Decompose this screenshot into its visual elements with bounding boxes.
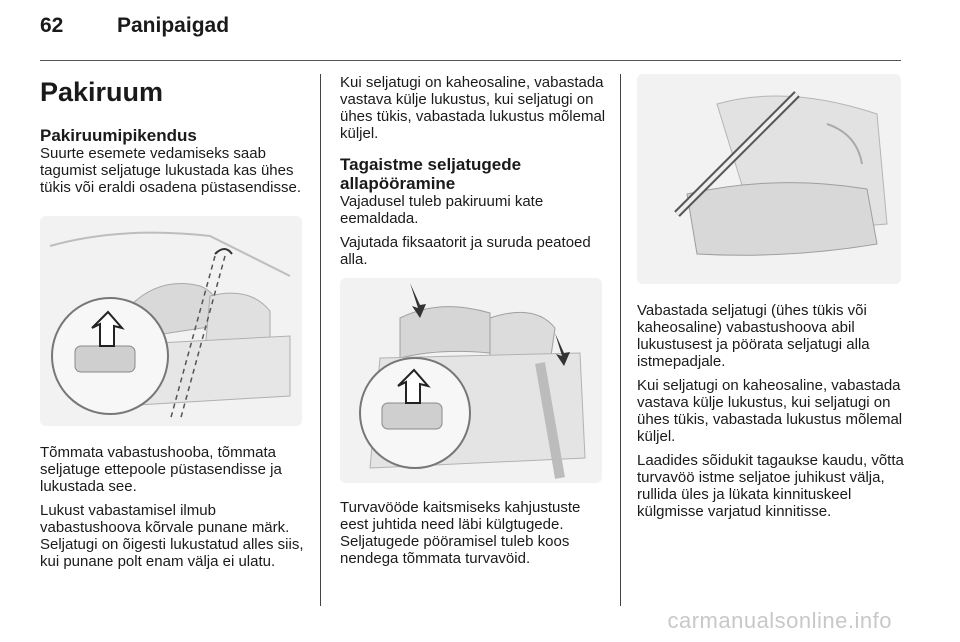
column-left — [40, 64, 305, 570]
intro-paragraph: Suurte esemete vedamiseks saab tagumist seljatuge lukustada kas ühes tükis või eraldi osadena püstasendisse. — [40, 145, 301, 196]
column-divider — [320, 74, 321, 606]
column-divider — [620, 74, 621, 606]
page-number: 62 — [40, 14, 64, 37]
paragraph: Vajutada fiksaatorit ja suruda peatoed alla. — [340, 234, 591, 268]
paragraph: Vabastada seljatugi (ühes tükis või kaheosaline) vabastushoova abil lukustusest ja pöörata seljatugi alla istmepadjale. — [637, 302, 870, 370]
watermark: carmanualsonline.info — [667, 608, 892, 633]
header-rule — [40, 60, 901, 61]
page-title: Pakiruum — [40, 77, 164, 107]
paragraph: Vajadusel tuleb pakiruumi kate eemaldada. — [340, 193, 544, 227]
section-title: Panipaigad — [117, 14, 230, 37]
paragraph: Turvavööde kaitsmiseks kahjustuste eest juhtida need läbi külgtugede. Seljatugede pööramisel tuleb koos nendega tõmmata turvavöid. — [340, 499, 581, 567]
paragraph: Lukust vabastamisel ilmub vabastushoova kõrvale punane märk. Seljatugi on õigesti lukustatud alles siis, kui punane polt enam välja ei ulatu. — [40, 502, 304, 570]
column-middle — [340, 64, 610, 567]
subsection-heading: Pakiruumipikendus — [40, 126, 197, 145]
page-header — [40, 14, 900, 44]
seat-release-illustration — [40, 216, 302, 426]
folded-seat-illustration — [637, 74, 901, 284]
subsection-heading: Tagaistme seljatugede allapööramine — [340, 155, 522, 193]
paragraph: Kui seljatugi on kaheosaline, vabastada vastava külje lukustus, kui seljatugi on ühes tükis, vabastada lukustus mõlemal küljel. — [340, 74, 606, 142]
paragraph: Tõmmata vabastushooba, tõmmata seljatuge ettepoole püstasendisse ja lukustada see. — [40, 444, 282, 495]
column-right — [637, 64, 905, 520]
headrest-illustration — [340, 278, 602, 483]
paragraph: Laadides sõidukit tagaukse kaudu, võtta turvavöö istme seljatoe juhikust välja, rullida üles ja lükata kinnituskeel külgmisse varjatud kinnitisse. — [637, 452, 904, 520]
paragraph: Kui seljatugi on kaheosaline, vabastada vastava külje lukustus, kui seljatugi on ühes tükis, vabastada lukustus mõlemal küljel. — [637, 377, 903, 445]
